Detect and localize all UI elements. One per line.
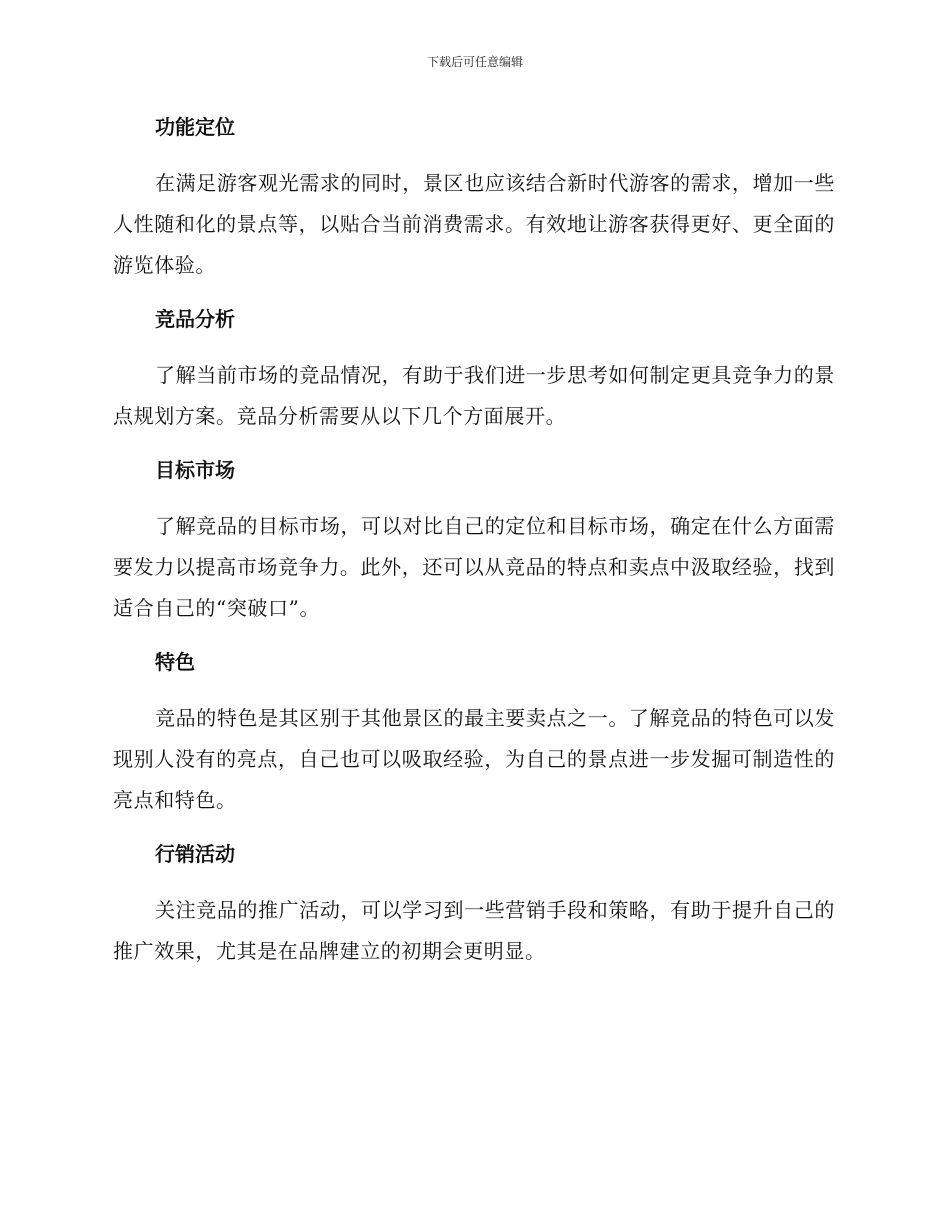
document-body [113,108,835,986]
section-heading: 目标市场 [155,458,235,482]
section-heading: 行销活动 [155,842,235,866]
section-target-market [113,451,835,629]
section-heading: 功能定位 [155,115,235,139]
section-paragraph: 在满足游客观光需求的同时，景区也应该结合新时代游客的需求，增加一些人性随和化的景点等，以贴合当前消费需求。有效地让游客获得更好、更全面的游览体验。 [113,171,835,277]
section-paragraph: 竞品的特色是其区别于其他景区的最主要卖点之一。了解竞品的特色可以发现别人没有的亮点，自己也可以吸取经验，为自己的景点进一步发掘可制造性的亮点和特色。 [113,706,835,812]
section-features [113,643,835,821]
section-function-positioning [113,108,835,286]
section-marketing-activities [113,835,835,972]
section-heading: 竞品分析 [155,307,235,331]
section-heading: 特色 [155,650,195,674]
page-header: 下载后可任意编辑 [426,55,523,69]
section-paragraph: 了解竞品的目标市场，可以对比自己的定位和目标市场，确定在什么方面需要发力以提高市场竞争力。此外，还可以从竞品的特点和卖点中汲取经验，找到适合自己的“突破口”。 [113,514,835,620]
section-paragraph: 了解当前市场的竞品情况，有助于我们进一步思考如何制定更具竞争力的景点规划方案。竞品分析需要从以下几个方面展开。 [113,363,835,428]
section-paragraph: 关注竞品的推广活动，可以学习到一些营销手段和策略，有助于提升自己的推广效果，尤其是在品牌建立的初期会更明显。 [113,898,835,963]
section-competitor-analysis [113,300,835,437]
